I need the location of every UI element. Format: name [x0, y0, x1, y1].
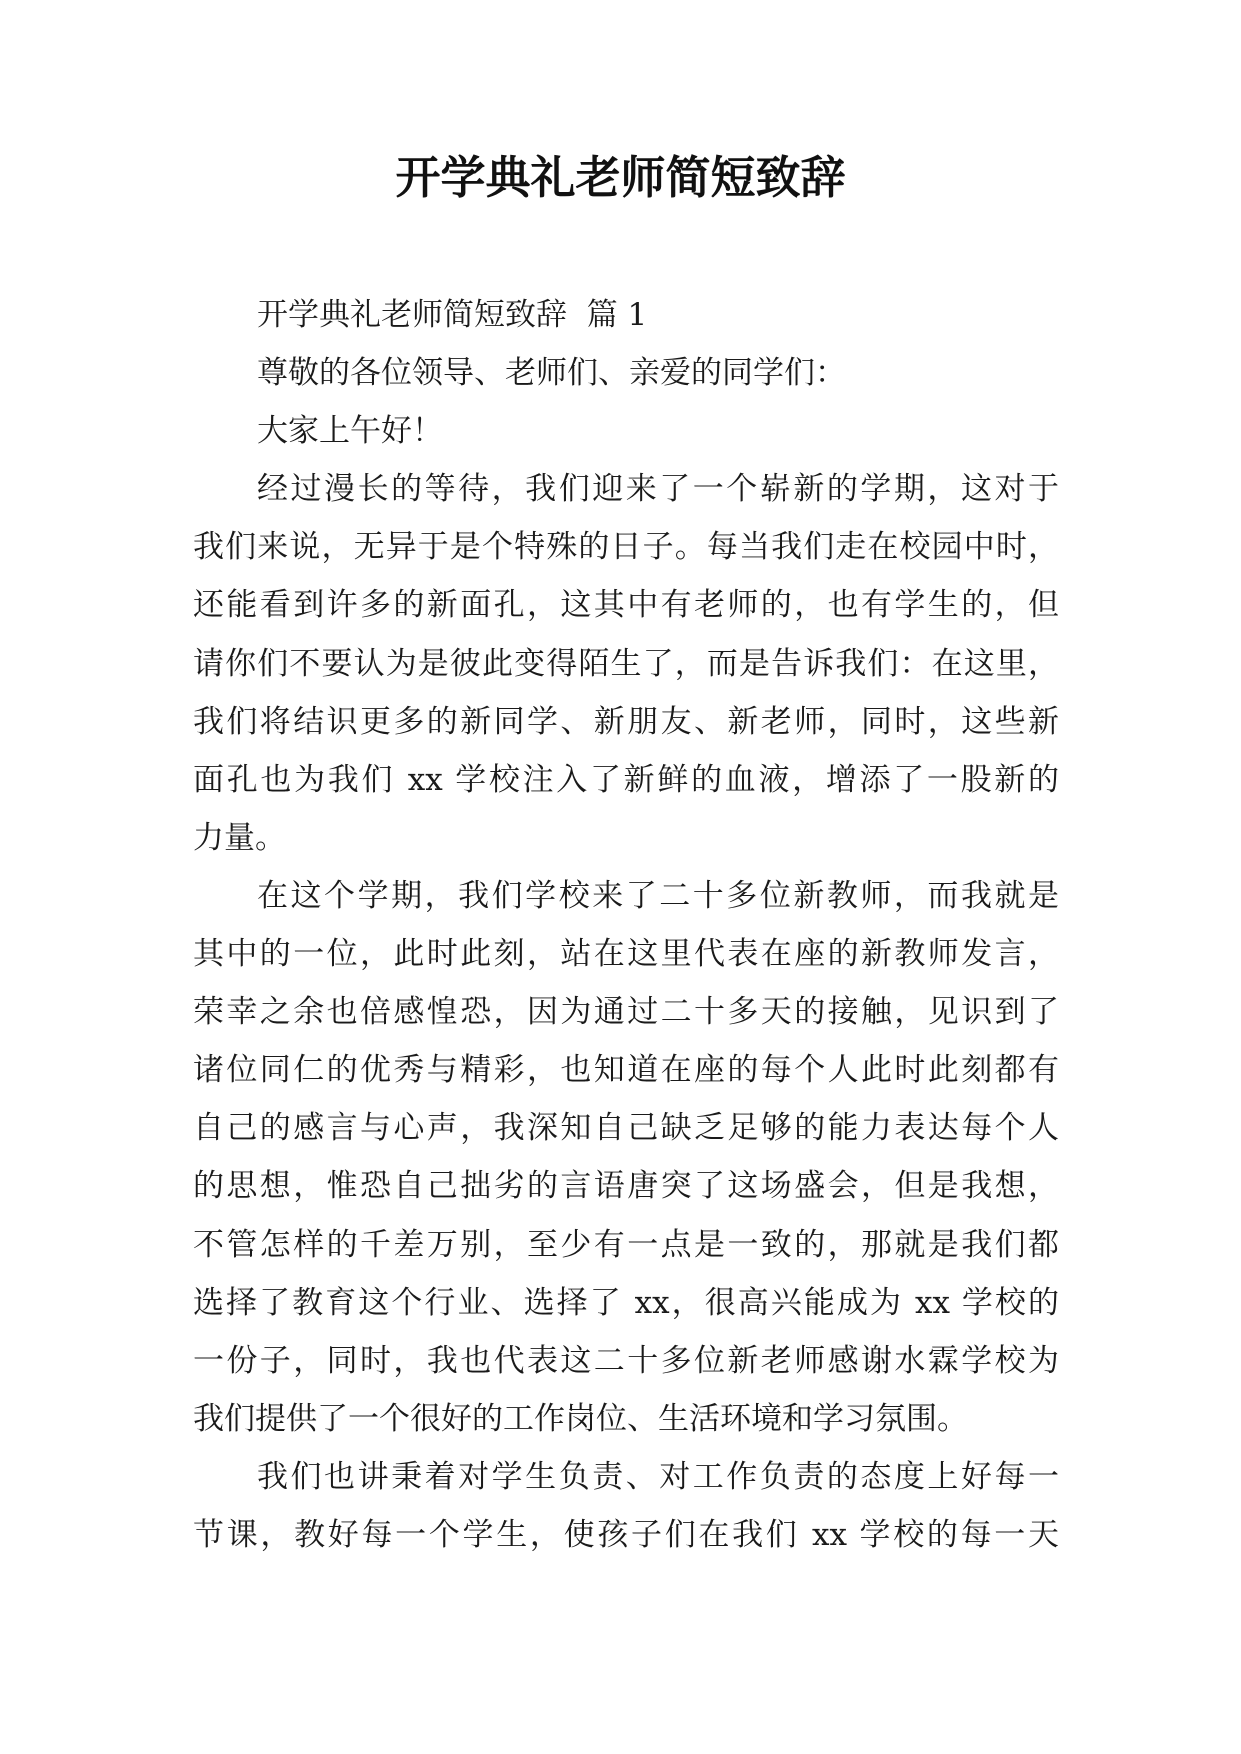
text-line: 荣幸之余也倍感惶恐，因为通过二十多天的接触，见识到了 [193, 994, 1059, 1031]
text-line: 面孔也为我们 xx 学校注入了新鲜的血液，增添了一股新的 [193, 761, 1059, 798]
text-line: 请你们不要认为是彼此变得陌生了，而是告诉我们：在这里， [193, 645, 1059, 682]
text-line: 开学典礼老师简短致辞 篇 1 [257, 297, 648, 333]
text-line: 我们提供了一个很好的工作岗位、生活环境和学习氛围。 [193, 1400, 968, 1437]
text-line: 我们来说，无异于是个特殊的日子。每当我们走在校园中时， [193, 529, 1059, 566]
text-line: 诸位同仁的优秀与精彩，也知道在座的每个人此时此刻都有 [193, 1052, 1059, 1089]
document-title: 开学典礼老师简短致辞 [395, 151, 846, 204]
text-line: 尊敬的各位领导、老师们、亲爱的同学们： [257, 355, 846, 392]
text-line: 还能看到许多的新面孔，这其中有老师的，也有学生的，但 [193, 587, 1059, 624]
text-line: 经过漫长的等待，我们迎来了一个崭新的学期，这对于 [257, 471, 1059, 508]
text-line: 大家上午好！ [257, 413, 443, 450]
text-line: 不管怎样的千差万别，至少有一点是一致的，那就是我们都 [193, 1226, 1059, 1263]
text-line: 力量。 [193, 819, 286, 856]
text-line: 其中的一位，此时此刻，站在这里代表在座的新教师发言， [193, 936, 1059, 973]
text-line: 一份子，同时，我也代表这二十多位新老师感谢水霖学校为 [193, 1342, 1059, 1379]
text-line: 选择了教育这个行业、选择了 xx，很高兴能成为 xx 学校的 [193, 1284, 1059, 1321]
text-line: 节课，教好每一个学生，使孩子们在我们 xx 学校的每一天 [193, 1516, 1059, 1553]
text-line: 我们也讲秉着对学生负责、对工作负责的态度上好每一 [257, 1458, 1059, 1495]
text-line: 我们将结识更多的新同学、新朋友、新老师，同时，这些新 [193, 703, 1059, 740]
text-line: 自己的感言与心声，我深知自己缺乏足够的能力表达每个人 [193, 1110, 1059, 1147]
text-line: 的思想，惟恐自己拙劣的言语唐突了这场盛会，但是我想， [193, 1168, 1059, 1205]
document-body [193, 286, 1059, 1564]
text-line: 在这个学期，我们学校来了二十多位新教师，而我就是 [257, 877, 1059, 914]
